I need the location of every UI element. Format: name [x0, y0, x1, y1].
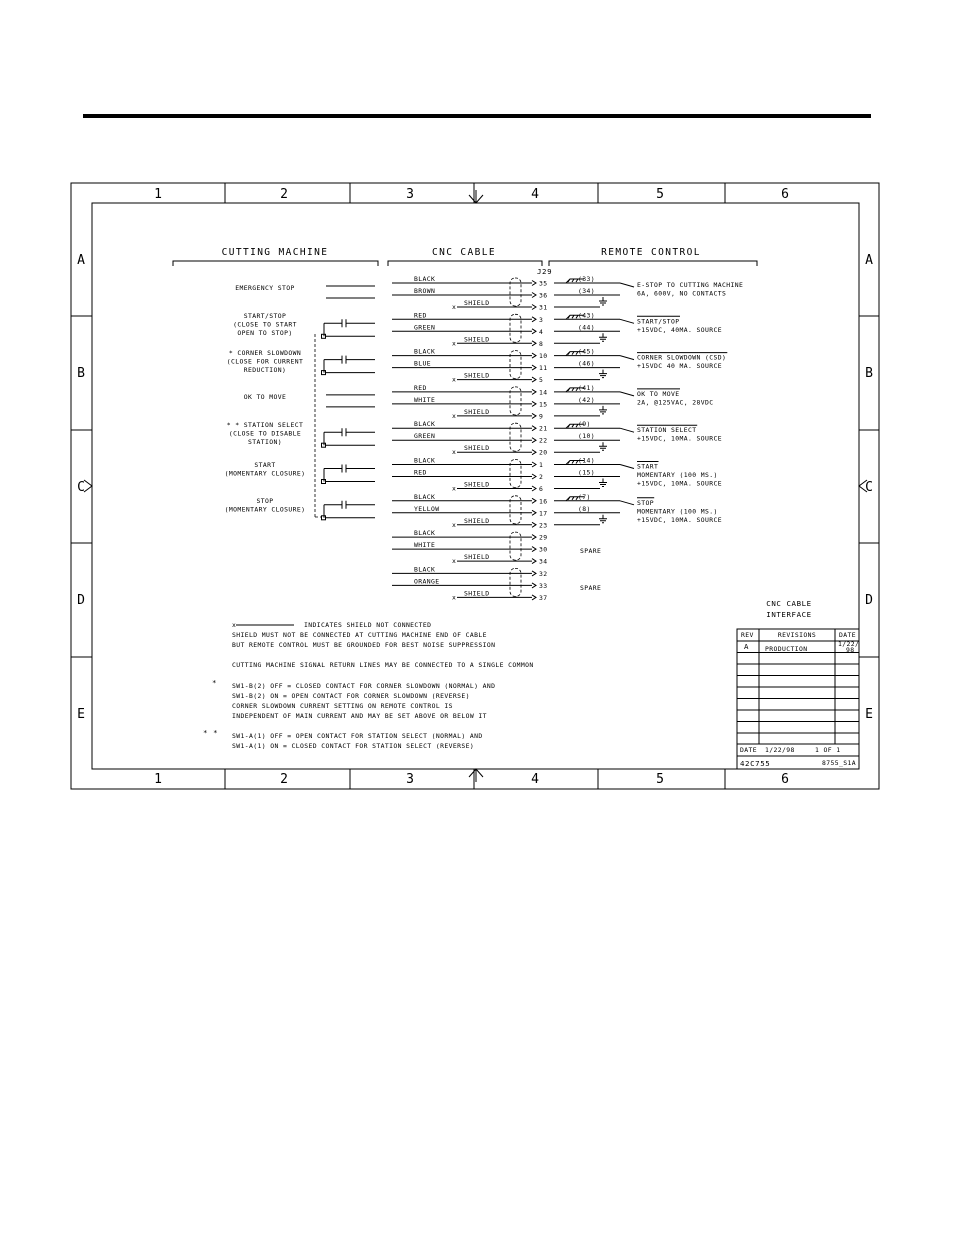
- date-label: DATE: [740, 746, 757, 754]
- column-label-top: 1: [154, 187, 162, 202]
- terminal-ref: (14): [578, 456, 595, 465]
- header-cutting-machine: CUTTING MACHINE: [221, 247, 329, 258]
- shield-x: x: [452, 593, 457, 602]
- row-label-left: C: [77, 480, 85, 495]
- header-remote-control: REMOTE CONTROL: [601, 247, 701, 258]
- machine-signal-label: * CORNER SLOWDOWN: [228, 349, 302, 357]
- common-return-line: [315, 334, 322, 517]
- note-mark-double-star: * *: [203, 728, 219, 737]
- pin-number: 9: [539, 412, 544, 421]
- column-label-top: 6: [781, 187, 789, 202]
- rev-date-1: 1/22/: [838, 640, 860, 648]
- spare-label: SPARE: [580, 584, 602, 592]
- shield-outline: [510, 460, 521, 488]
- cable-pair: [392, 529, 548, 566]
- row-label-left: A: [77, 253, 85, 268]
- wire-color: BLACK: [414, 565, 436, 574]
- machine-signal: [225, 461, 375, 484]
- sheet-number: 1 OF 1: [815, 746, 841, 754]
- pin-number: 29: [539, 533, 548, 542]
- remote-description: MOMENTARY (100 MS.): [637, 471, 718, 479]
- machine-signal: [235, 284, 375, 298]
- note-sw1b-2: SW1-B(2) ON = OPEN CONTACT FOR CORNER SLOWDOWN (REVERSE): [232, 692, 470, 700]
- terminal-ref: (45): [578, 347, 595, 356]
- pin-number: 34: [539, 557, 548, 566]
- remote-description: CORNER SLOWDOWN (CSD): [637, 353, 727, 362]
- note-sw1a-1: SW1-A(1) OFF = OPEN CONTACT FOR STATION SELECT (NORMAL) AND: [232, 732, 483, 740]
- shield-x: x: [452, 375, 457, 384]
- title-block: [737, 599, 859, 769]
- machine-signal-label: STOP: [256, 497, 274, 505]
- ground-icon: [599, 515, 607, 523]
- pin-number: 35: [539, 279, 548, 288]
- cable-pair: [392, 384, 548, 421]
- row-label-right: B: [865, 366, 873, 381]
- wire-color: RED: [414, 311, 427, 320]
- cable-pair: [392, 420, 548, 457]
- cable-pair: [392, 348, 548, 385]
- date-header: DATE: [839, 631, 856, 639]
- machine-signal-label: REDUCTION): [243, 366, 287, 374]
- cable-pair: [392, 275, 548, 312]
- row-label-right: A: [865, 253, 873, 268]
- pin-number: 30: [539, 545, 548, 554]
- shield-label: SHIELD: [464, 407, 490, 416]
- column-label-bottom: 1: [154, 772, 162, 787]
- pin-number: 6: [539, 485, 544, 493]
- terminal-ref: (9): [578, 420, 591, 429]
- machine-signal: [225, 497, 375, 520]
- pin-number: 15: [539, 400, 548, 409]
- machine-signal-label: (CLOSE TO DISABLE: [228, 429, 302, 438]
- note-csd-2: INDEPENDENT OF MAIN CURRENT AND MAY BE SET ABOVE OR BELOW IT: [232, 712, 487, 720]
- pin-number: 10: [539, 352, 548, 361]
- remote-description: STOP: [637, 498, 654, 507]
- center-arrow-top: [469, 190, 483, 203]
- note-sw1b-1: SW1-B(2) OFF = CLOSED CONTACT FOR CORNER SLOWDOWN (NORMAL) AND: [232, 682, 496, 690]
- remote-circuit: [554, 311, 722, 343]
- ground-icon: [599, 442, 607, 450]
- column-label-bottom: 6: [781, 772, 789, 787]
- shield-x: x: [452, 520, 457, 529]
- row-label-right: D: [865, 593, 873, 608]
- shield-x: x: [452, 448, 457, 457]
- shield-outline: [510, 387, 521, 415]
- shield-label: SHIELD: [464, 589, 490, 598]
- wire-color: BLACK: [414, 347, 436, 356]
- remote-circuit: [554, 493, 722, 525]
- terminal-ref: (44): [578, 323, 595, 332]
- shield-x: x: [452, 411, 457, 420]
- row-label-right: E: [865, 707, 873, 722]
- machine-signal-label: (CLOSE TO START: [233, 320, 297, 329]
- pin-number: 4: [539, 327, 544, 336]
- contact-icon: [342, 319, 346, 327]
- column-label-bottom: 3: [406, 772, 414, 787]
- shield-x: x: [452, 557, 457, 566]
- pin-number: 23: [539, 521, 548, 530]
- notes: [203, 621, 534, 750]
- wire-color: WHITE: [414, 395, 436, 404]
- wire-color: BLACK: [414, 456, 436, 465]
- pin-number: 8: [539, 339, 544, 348]
- machine-signal-label: START/STOP: [243, 312, 287, 320]
- pin-number: 17: [539, 509, 548, 518]
- terminal-ref: (42): [578, 395, 595, 404]
- wire-color: WHITE: [414, 541, 436, 550]
- note-shield-2: BUT REMOTE CONTROL MUST BE GROUNDED FOR BEST NOISE SUPPRESSION: [232, 641, 496, 649]
- remote-circuit: [554, 384, 713, 416]
- contact-icon: [342, 465, 346, 473]
- remote-circuit: [554, 348, 727, 380]
- shield-outline: [510, 568, 521, 596]
- ground-icon: [599, 370, 607, 378]
- terminal-ref: (43): [578, 311, 595, 320]
- remote-description: 2A, @125VAC, 28VDC: [637, 398, 714, 407]
- cable-pair: [392, 311, 543, 348]
- row-label-right: C: [865, 480, 873, 495]
- wire-color: BLACK: [414, 529, 436, 538]
- terminal-ref: (8): [578, 504, 591, 513]
- shield-outline: [510, 278, 521, 306]
- connector-label: J29: [537, 267, 553, 276]
- wire-color: BROWN: [414, 287, 436, 295]
- contact-icon: [342, 501, 346, 509]
- machine-signal: [227, 349, 375, 375]
- pin-number: 20: [539, 448, 548, 457]
- machine-signal-label: START: [254, 461, 276, 469]
- shield-outline: [510, 314, 521, 342]
- pin-number: 11: [539, 364, 548, 373]
- date-value: 1/22/98: [765, 746, 795, 754]
- rev-description: PRODUCTION: [765, 645, 808, 653]
- wire-color: BLUE: [414, 359, 431, 368]
- wire-color: RED: [414, 468, 427, 477]
- terminal-ref: (10): [578, 432, 595, 441]
- shield-x: x: [452, 303, 457, 311]
- row-label-left: B: [77, 366, 85, 381]
- drawing-title-1: CNC CABLE: [766, 599, 812, 608]
- wire-color: GREEN: [414, 432, 436, 441]
- note-sw1a-2: SW1-A(1) ON = CLOSED CONTACT FOR STATION SELECT (REVERSE): [232, 742, 475, 750]
- pin-number: 33: [539, 581, 548, 590]
- wire-color: RED: [414, 383, 427, 392]
- note-csd-1: CORNER SLOWDOWN CURRENT SETTING ON REMOTE CONTROL IS: [232, 702, 453, 710]
- terminal-ref: (15): [578, 468, 595, 477]
- pin-number: 31: [539, 303, 548, 312]
- remote-circuit: [554, 420, 722, 452]
- machine-signal-label: (CLOSE FOR CURRENT: [226, 357, 304, 366]
- remote-circuit: [554, 275, 743, 307]
- wire-color: BLACK: [414, 492, 436, 501]
- spare-label: SPARE: [580, 547, 602, 555]
- shield-outline: [510, 496, 521, 524]
- center-arrow-bottom: [469, 769, 483, 782]
- shield-label: SHIELD: [464, 553, 490, 562]
- contact-icon: [342, 428, 346, 436]
- remote-description: +15VDC 40 MA. SOURCE: [637, 362, 722, 371]
- pin-number: 22: [539, 436, 548, 445]
- shield-outline: [510, 423, 521, 451]
- shield-label: SHIELD: [464, 371, 490, 380]
- wire-color: BLACK: [414, 275, 436, 283]
- column-label-top: 2: [280, 187, 288, 202]
- rev-header: REV: [741, 631, 754, 639]
- pin-number: 2: [539, 473, 544, 481]
- note-shield-1: SHIELD MUST NOT BE CONNECTED AT CUTTING MACHINE END OF CABLE: [232, 631, 487, 639]
- pin-number: 36: [539, 291, 548, 300]
- ground-icon: [599, 333, 607, 341]
- ground-icon: [599, 479, 607, 487]
- cable-pair: [392, 457, 543, 494]
- shield-label: SHIELD: [464, 444, 490, 453]
- remote-description: +15VDC, 40MA. SOURCE: [637, 325, 722, 334]
- remote-circuit: [554, 457, 722, 489]
- remote-description: STATION SELECT: [637, 426, 697, 435]
- wire-color: BLACK: [414, 420, 436, 429]
- shield-x: x: [452, 339, 457, 348]
- note-return-lines: CUTTING MACHINE SIGNAL RETURN LINES MAY BE CONNECTED TO A SINGLE COMMON: [232, 661, 534, 669]
- remote-description: +15VDC, 10MA. SOURCE: [637, 515, 722, 524]
- pin-number: 5: [539, 376, 544, 385]
- pin-number: 3: [539, 315, 544, 324]
- machine-signal-label: STATION): [248, 438, 282, 446]
- machine-signal-label: EMERGENCY STOP: [235, 284, 295, 292]
- remote-description: 6A, 600V, NO CONTACTS: [637, 289, 727, 298]
- header-cnc-cable: CNC CABLE: [431, 247, 497, 258]
- shield-label: SHIELD: [464, 299, 490, 307]
- pin-number: 16: [539, 497, 548, 506]
- row-label-left: D: [77, 593, 85, 608]
- remote-description: START/STOP: [637, 317, 680, 326]
- machine-signal: [244, 393, 375, 407]
- shield-x: x: [452, 484, 457, 493]
- pin-number: 21: [539, 424, 548, 433]
- machine-signal-label: (MOMENTARY CLOSURE): [224, 505, 306, 514]
- center-arrow-left: [84, 480, 92, 492]
- wire-color: GREEN: [414, 323, 436, 332]
- note-shield-legend: INDICATES SHIELD NOT CONNECTED: [304, 621, 432, 629]
- wire-color: ORANGE: [414, 577, 440, 586]
- pin-number: 14: [539, 388, 548, 397]
- ground-icon: [599, 406, 607, 414]
- cable-pair: [392, 565, 548, 602]
- terminal-ref: (41): [578, 383, 595, 392]
- remote-description: OK TO MOVE: [637, 389, 680, 398]
- cable-pair: [392, 493, 548, 530]
- row-label-left: E: [77, 707, 85, 722]
- pin-number: 32: [539, 569, 548, 578]
- shield-label: SHIELD: [464, 516, 490, 525]
- contact-icon: [342, 356, 346, 364]
- cutting-machine-side: [225, 284, 375, 520]
- file-name: 8755_S1A: [822, 759, 856, 767]
- remote-description: +15VDC, 10MA. SOURCE: [637, 434, 722, 443]
- shield-legend-mark: x: [232, 621, 237, 629]
- remote-description: +15VDC, 10MA. SOURCE: [637, 479, 722, 488]
- column-label-top: 4: [531, 187, 539, 202]
- machine-signal: [227, 421, 375, 447]
- terminal-ref: (7): [578, 492, 591, 501]
- machine-signal-label: * * STATION SELECT: [226, 421, 304, 429]
- shield-outline: [510, 351, 521, 379]
- shield-outline: [510, 532, 521, 560]
- machine-signal-label: OK TO MOVE: [243, 393, 287, 401]
- note-mark-star: *: [212, 678, 218, 687]
- remote-description: START: [637, 462, 659, 471]
- column-label-bottom: 4: [531, 772, 539, 787]
- terminal-ref: (33): [578, 275, 595, 283]
- shield-label: SHIELD: [464, 335, 490, 344]
- wire-color: YELLOW: [414, 504, 440, 513]
- section-headers: [173, 247, 757, 276]
- drawing-number: 42C755: [740, 759, 771, 768]
- rev-letter: A: [744, 642, 750, 651]
- rev-date-2: 98: [846, 646, 855, 654]
- shield-label: SHIELD: [464, 480, 490, 489]
- column-label-top: 3: [406, 187, 414, 202]
- drawing-title-2: INTERFACE: [766, 610, 812, 619]
- column-label-bottom: 5: [656, 772, 664, 787]
- column-label-bottom: 2: [280, 772, 288, 787]
- terminal-ref: (46): [578, 359, 595, 368]
- terminal-ref: (34): [578, 287, 595, 295]
- column-label-top: 5: [656, 187, 664, 202]
- remote-description: MOMENTARY (100 MS.): [637, 507, 718, 516]
- cnc-cable-side: [392, 275, 548, 602]
- ground-icon: [599, 297, 607, 305]
- machine-signal-label: (MOMENTARY CLOSURE): [224, 469, 306, 478]
- remote-control-side: [554, 275, 743, 592]
- pin-number: 1: [539, 461, 544, 469]
- remote-description: E-STOP TO CUTTING MACHINE: [637, 281, 744, 289]
- machine-signal: [233, 312, 375, 338]
- revisions-header: REVISIONS: [777, 631, 817, 639]
- machine-signal-label: OPEN TO STOP): [237, 329, 293, 337]
- pin-number: 37: [539, 593, 548, 602]
